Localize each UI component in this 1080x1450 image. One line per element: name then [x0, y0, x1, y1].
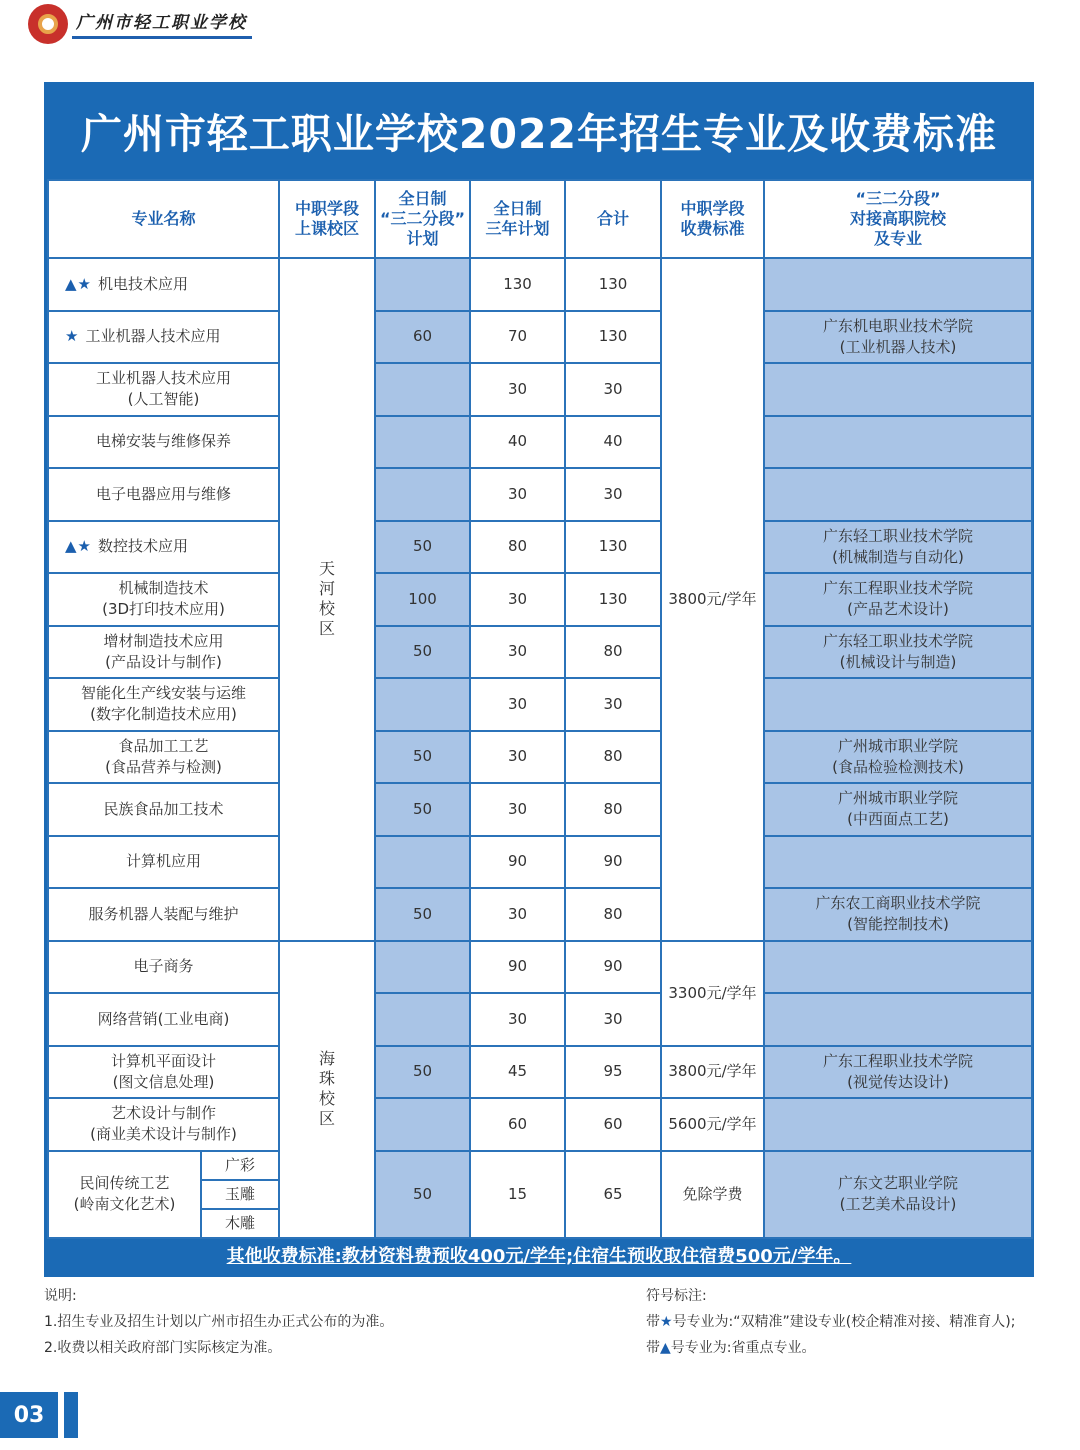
major-name-cell: 网络营销(工业电商): [48, 993, 279, 1046]
total-cell: 80: [565, 731, 661, 784]
table-row: [48, 311, 1032, 364]
major-name-cell: 服务机器人装配与维护: [48, 888, 279, 941]
major-name-cell: 工业机器人技术应用 (人工智能): [48, 363, 279, 416]
plan32-cell: [375, 363, 470, 416]
major-name-cell: 计算机平面设计 (图文信息处理): [48, 1046, 279, 1099]
major-name: 数控技术应用: [97, 537, 188, 556]
table-row: [48, 626, 1032, 679]
major-name-cell: 智能化生产线安装与运维 (数字化制造技术应用): [48, 678, 279, 731]
total-cell: 130: [565, 258, 661, 311]
total-cell: 90: [565, 836, 661, 889]
major-name: 机电技术应用: [97, 274, 188, 293]
plan32-cell: 50: [375, 783, 470, 836]
page-number: 03: [0, 1392, 58, 1438]
school-logo-icon: [28, 4, 68, 44]
major-name-cell: 电梯安装与维修保养: [48, 416, 279, 469]
major-mark-icon: ★: [65, 327, 80, 346]
plan32-cell: [375, 836, 470, 889]
col-header-partner: “三二分段” 对接高职院校 及专业: [764, 180, 1032, 258]
total-cell: 30: [565, 678, 661, 731]
col-header-plan32: 全日制 “三二分段” 计划: [375, 180, 470, 258]
fee-cell: 3800元/学年: [661, 1046, 764, 1099]
star-icon: ★: [660, 1314, 673, 1330]
major-mark-icon: ▲★: [65, 274, 92, 293]
plan32-cell: 50: [375, 521, 470, 574]
table-row: [48, 836, 1032, 889]
table-row: [48, 573, 1032, 626]
major-name-cell: [48, 521, 279, 574]
partner-college-cell: [764, 941, 1032, 994]
total-cell: 130: [565, 573, 661, 626]
legend-triangle: 带▲号专业为:省重点专业。: [646, 1340, 816, 1356]
total-cell: 130: [565, 521, 661, 574]
major-name-cell: 民间传统工艺 (岭南文化艺术): [48, 1151, 201, 1238]
page-number-bar: [64, 1392, 78, 1438]
symbol-legend: [646, 1283, 1015, 1361]
plan3-cell: 130: [470, 258, 565, 311]
plan3-cell: 80: [470, 521, 565, 574]
partner-college-cell: 广东轻工职业技术学院 (机械制造与自动化): [764, 521, 1032, 574]
total-cell: 95: [565, 1046, 661, 1099]
plan32-cell: [375, 416, 470, 469]
plan3-cell: 70: [470, 311, 565, 364]
table-row: [48, 888, 1032, 941]
legend-heading: 符号标注:: [646, 1288, 707, 1304]
notes-item: 1.招生专业及招生计划以广州市招生办正式公布的为准。: [44, 1314, 394, 1330]
notes: [44, 1283, 393, 1361]
plan3-cell: 30: [470, 888, 565, 941]
plan3-cell: 30: [470, 363, 565, 416]
plan3-cell: 60: [470, 1098, 565, 1151]
plan3-cell: 45: [470, 1046, 565, 1099]
table-row: [48, 1046, 1032, 1099]
other-fees-note: 其他收费标准:教材资料费预收400元/学年;住宿生预收取住宿费500元/学年。: [226, 1245, 852, 1267]
col-header-plan3: 全日制 三年计划: [470, 180, 565, 258]
partner-college-cell: 广东工程职业技术学院 (视觉传达设计): [764, 1046, 1032, 1099]
plan3-cell: 30: [470, 678, 565, 731]
plan32-cell: 50: [375, 1151, 470, 1238]
partner-college-cell: [764, 363, 1032, 416]
total-cell: 80: [565, 783, 661, 836]
major-name: 工业机器人技术应用: [85, 327, 221, 346]
major-name-cell: 电子电器应用与维修: [48, 468, 279, 521]
plan32-cell: 60: [375, 311, 470, 364]
table-row: [48, 1098, 1032, 1151]
page-title: 广州市轻工职业学校2022年招生专业及收费标准: [80, 110, 998, 158]
major-mark-icon: ▲★: [65, 537, 92, 556]
partner-college-cell: 广东轻工职业技术学院 (机械设计与制造): [764, 626, 1032, 679]
partner-college-cell: [764, 468, 1032, 521]
major-name-cell: 增材制造技术应用 (产品设计与制作): [48, 626, 279, 679]
partner-college-cell: 广东文艺职业学院 (工艺美术品设计): [764, 1151, 1032, 1238]
plan3-cell: 30: [470, 731, 565, 784]
table-row: [48, 521, 1032, 574]
col-header-campus: 中职学段 上课校区: [279, 180, 375, 258]
plan32-cell: [375, 468, 470, 521]
partner-college-cell: 广东机电职业技术学院 (工业机器人技术): [764, 311, 1032, 364]
major-name-cell: 机械制造技术 (3D打印技术应用): [48, 573, 279, 626]
major-name-cell: 食品加工工艺 (食品营养与检测): [48, 731, 279, 784]
page-header: [0, 0, 1080, 60]
table-row: [48, 678, 1032, 731]
partner-college-cell: 广州城市职业学院 (中西面点工艺): [764, 783, 1032, 836]
partner-college-cell: [764, 678, 1032, 731]
partner-college-cell: 广东工程职业技术学院 (产品艺术设计): [764, 573, 1032, 626]
notes-heading: 说明:: [44, 1288, 77, 1304]
fee-table-frame: [44, 82, 1034, 1277]
fee-cell: 5600元/学年: [661, 1098, 764, 1151]
table-row: [48, 783, 1032, 836]
fee-cell: 免除学费: [661, 1151, 764, 1238]
campus-cell: 海珠校区: [279, 941, 375, 1238]
table-row: [48, 416, 1032, 469]
table-row: [48, 941, 1032, 994]
table-row: [48, 731, 1032, 784]
enrollment-table: [47, 179, 1033, 1239]
total-cell: 80: [565, 626, 661, 679]
partner-college-cell: [764, 1098, 1032, 1151]
legend-star: 带★号专业为:“双精准”建设专业(校企精准对接、精准育人);: [646, 1314, 1016, 1330]
major-name-cell: 电子商务: [48, 941, 279, 994]
total-cell: 60: [565, 1098, 661, 1151]
col-header-total: 合计: [565, 180, 661, 258]
table-row: [48, 993, 1032, 1046]
major-name-cell: 计算机应用: [48, 836, 279, 889]
plan32-cell: 50: [375, 731, 470, 784]
school-name: 广州市轻工职业学校: [76, 13, 247, 33]
plan3-cell: 30: [470, 468, 565, 521]
plan32-cell: [375, 1098, 470, 1151]
major-name-cell: 民族食品加工技术: [48, 783, 279, 836]
plan32-cell: [375, 941, 470, 994]
plan3-cell: 30: [470, 993, 565, 1046]
total-cell: 30: [565, 468, 661, 521]
header-underline: [72, 36, 252, 39]
fee-cell: 3300元/学年: [661, 941, 764, 1046]
plan32-cell: 50: [375, 888, 470, 941]
plan3-cell: 30: [470, 626, 565, 679]
col-header-fee: 中职学段 收费标准: [661, 180, 764, 258]
plan3-cell: 40: [470, 416, 565, 469]
table-row: [48, 258, 1032, 311]
total-cell: 80: [565, 888, 661, 941]
partner-college-cell: 广州城市职业学院 (食品检验检测技术): [764, 731, 1032, 784]
plan3-cell: 30: [470, 783, 565, 836]
plan3-cell: 30: [470, 573, 565, 626]
craft-sub-category: 玉雕: [201, 1180, 279, 1209]
total-cell: 30: [565, 363, 661, 416]
plan3-cell: 90: [470, 836, 565, 889]
partner-college-cell: [764, 416, 1032, 469]
plan32-cell: 50: [375, 626, 470, 679]
craft-sub-category: 木雕: [201, 1209, 279, 1238]
major-name-cell: [48, 258, 279, 311]
plan32-cell: [375, 258, 470, 311]
table-row: [48, 468, 1032, 521]
total-cell: 30: [565, 993, 661, 1046]
partner-college-cell: [764, 993, 1032, 1046]
plan32-cell: 50: [375, 1046, 470, 1099]
triangle-icon: ▲: [660, 1340, 671, 1356]
craft-sub-category: 广彩: [201, 1151, 279, 1180]
major-name-cell: 艺术设计与制作 (商业美术设计与制作): [48, 1098, 279, 1151]
table-row: [48, 1151, 1032, 1180]
col-header-major: 专业名称: [48, 180, 279, 258]
major-name-cell: [48, 311, 279, 364]
plan3-cell: 90: [470, 941, 565, 994]
table-row: [48, 363, 1032, 416]
partner-college-cell: [764, 836, 1032, 889]
fee-cell: 3800元/学年: [661, 258, 764, 941]
partner-college-cell: 广东农工商职业技术学院 (智能控制技术): [764, 888, 1032, 941]
total-cell: 130: [565, 311, 661, 364]
campus-cell: 天河校区: [279, 258, 375, 941]
total-cell: 65: [565, 1151, 661, 1238]
plan32-cell: [375, 993, 470, 1046]
plan32-cell: [375, 678, 470, 731]
total-cell: 40: [565, 416, 661, 469]
plan3-cell: 15: [470, 1151, 565, 1238]
notes-item: 2.收费以相关政府部门实际核定为准。: [44, 1340, 282, 1356]
total-cell: 90: [565, 941, 661, 994]
partner-college-cell: [764, 258, 1032, 311]
plan32-cell: 100: [375, 573, 470, 626]
